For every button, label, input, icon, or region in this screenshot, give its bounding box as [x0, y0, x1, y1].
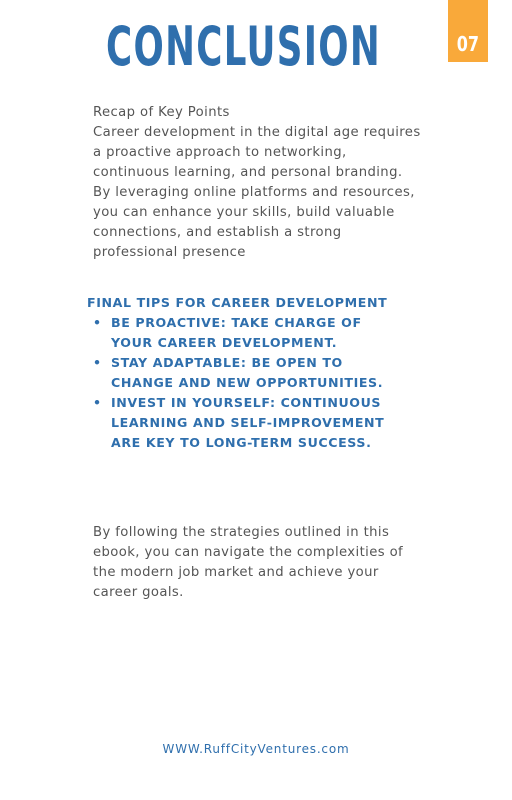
- final-tips-heading: FINAL TIPS FOR CAREER DEVELOPMENT: [87, 295, 388, 310]
- footer-website-link[interactable]: WWW.RuffCityVentures.com: [162, 742, 350, 756]
- list-item: [87, 313, 407, 353]
- final-tips-section: [87, 293, 417, 453]
- tip-text: STAY ADAPTABLE: BE OPEN TO CHANGE AND NEW OPPORTUNITIES.: [111, 355, 384, 390]
- recap-body: Career development in the digital age requires a proactive approach to networking, continuous learning, and personal branding. By leveraging online platforms and resources, you can enhance your skills, build valuable connections, and establish a strong professional presence: [93, 125, 421, 260]
- page-number-badge: [448, 0, 488, 62]
- bullet-icon: •: [93, 395, 102, 410]
- bullet-icon: •: [93, 355, 102, 370]
- tip-text: BE PROACTIVE: TAKE CHARGE OF YOUR CAREER DEVELOPMENT.: [111, 315, 362, 350]
- recap-section: [93, 103, 423, 263]
- list-item: [87, 353, 407, 393]
- recap-heading: Recap of Key Points: [93, 105, 230, 120]
- closing-paragraph: By following the strategies outlined in this ebook, you can navigate the complexities of the modern job market and achieve your career goals.: [93, 525, 404, 600]
- tip-text: INVEST IN YOURSELF: CONTINUOUS LEARNING AND SELF-IMPROVEMENT ARE KEY TO LONG-TERM SUCCESS.: [111, 395, 385, 450]
- final-tips-list: [87, 313, 417, 453]
- list-item: [87, 393, 407, 453]
- page-number: 07: [456, 32, 480, 56]
- page-title: CONCLUSION: [106, 15, 382, 78]
- bullet-icon: •: [93, 315, 102, 330]
